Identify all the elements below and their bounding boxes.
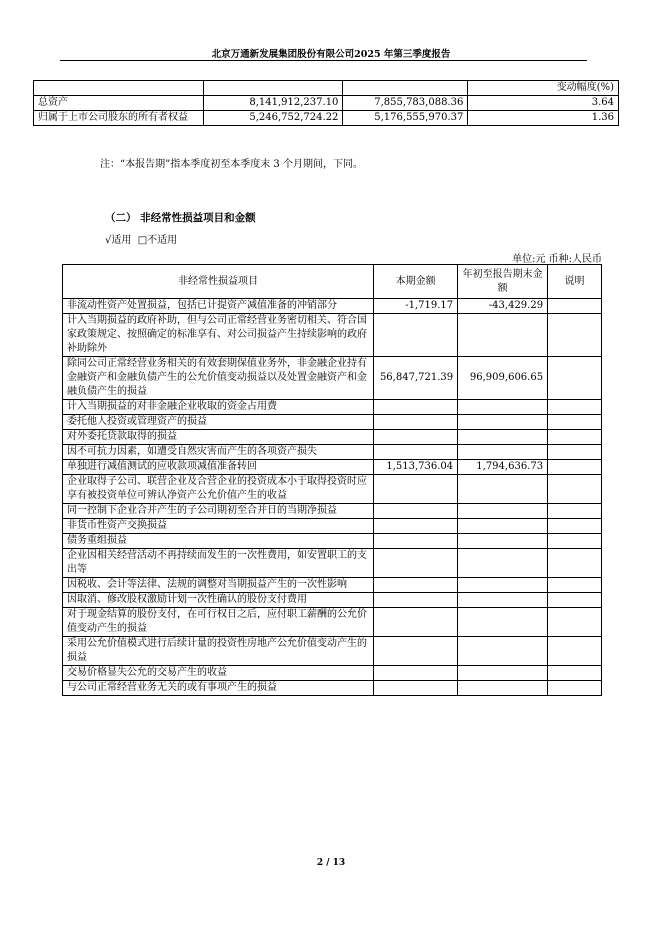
header-divider: [60, 60, 587, 61]
ytd-cell: [458, 475, 548, 504]
current-cell: [374, 445, 458, 460]
current-cell: [374, 314, 458, 357]
table-row: [63, 400, 602, 415]
note-cell: [548, 666, 602, 681]
item-cell: 因取消、修改股权激励计划一次性确认的股份支付费用: [63, 593, 374, 608]
item-cell: 除同公司正常经营业务相关的有效套期保值业务外，非金融企业持有金融资产和金融负债产生的公允价值变动损益以及处置金融资产和金融负债产生的损益: [63, 357, 374, 400]
ytd-cell: [458, 445, 548, 460]
ytd-cell: [458, 519, 548, 534]
table-row: [63, 299, 602, 314]
table-row: [63, 415, 602, 430]
current-cell: [374, 504, 458, 519]
table-row: [63, 608, 602, 637]
ytd-cell: [458, 504, 548, 519]
table-row: [63, 637, 602, 666]
table-row: [34, 81, 619, 96]
item-cell: 非货币性资产交换损益: [63, 519, 374, 534]
table-row: [63, 475, 602, 504]
current-cell: [374, 415, 458, 430]
note-cell: [548, 637, 602, 666]
table-header-row: [63, 265, 602, 299]
applicable-checked: √适用: [105, 235, 132, 246]
ytd-cell: [458, 608, 548, 637]
item-cell: 总资产: [34, 96, 204, 111]
table-row: [63, 549, 602, 578]
item-cell: 对于现金结算的股份支付，在可行权日之后，应付职工薪酬的公允价值变动产生的损益: [63, 608, 374, 637]
ytd-cell: [458, 593, 548, 608]
col-note: 说明: [548, 265, 602, 299]
item-cell: 同一控制下企业合并产生的子公司期初至合并日的当期净损益: [63, 504, 374, 519]
note-cell: [548, 357, 602, 400]
note-cell: [548, 299, 602, 314]
item-cell: 因税收、会计等法律、法规的调整对当期损益产生的一次性影响: [63, 578, 374, 593]
change-cell: 1.36: [468, 111, 619, 126]
col-ytd: 年初至报告期末金额: [458, 265, 548, 299]
col-current: 本期金额: [374, 265, 458, 299]
current-cell: [374, 430, 458, 445]
ytd-cell: [458, 666, 548, 681]
current-cell: [374, 549, 458, 578]
previous-cell: 7,855,783,088.36: [343, 96, 468, 111]
item-cell: 归属于上市公司股东的所有者权益: [34, 111, 204, 126]
change-header: 变动幅度(%): [468, 81, 619, 96]
report-header: 北京万通新发展集团股份有限公司2025 年第三季度报告: [211, 49, 451, 60]
note-cell: [548, 400, 602, 415]
current-cell: 5,246,752,724.22: [203, 111, 343, 126]
item-cell: 债务重组损益: [63, 534, 374, 549]
change-cell: 3.64: [468, 96, 619, 111]
table-row: [63, 504, 602, 519]
note-cell: [548, 534, 602, 549]
note-cell: [548, 415, 602, 430]
table-row: [34, 111, 619, 126]
ytd-cell: -43,429.29: [458, 299, 548, 314]
current-cell: [374, 578, 458, 593]
current-cell: -1,719.17: [374, 299, 458, 314]
current-cell: [374, 637, 458, 666]
table-row: [63, 593, 602, 608]
ytd-cell: 96,909,606.65: [458, 357, 548, 400]
note-cell: [548, 549, 602, 578]
note-cell: [548, 681, 602, 696]
table-row: [63, 666, 602, 681]
note-cell: [548, 608, 602, 637]
footnote: 注：“本报告期”指本季度初至本季度末 3 个月期间，下同。: [100, 159, 363, 170]
item-cell: 计入当期损益的政府补助，但与公司正常经营业务密切相关、符合国家政策规定、按照确定的标准享有、对公司损益产生持续影响的政府补助除外: [63, 314, 374, 357]
current-cell: [374, 608, 458, 637]
item-cell: 企业取得子公司、联营企业及合营企业的投资成本小于取得投资时应享有被投资单位可辨认净资产公允价值产生的收益: [63, 475, 374, 504]
table-row: [63, 681, 602, 696]
note-cell: [548, 430, 602, 445]
ytd-cell: [458, 549, 548, 578]
note-cell: [548, 519, 602, 534]
table-row: [63, 314, 602, 357]
current-cell: [374, 666, 458, 681]
applicability: [105, 231, 177, 246]
table-row: [63, 460, 602, 475]
current-cell: [374, 519, 458, 534]
note-cell: [548, 314, 602, 357]
ytd-cell: [458, 534, 548, 549]
current-cell: [374, 534, 458, 549]
ytd-cell: [458, 415, 548, 430]
ytd-cell: 1,794,636.73: [458, 460, 548, 475]
current-cell: 8,141,912,237.10: [203, 96, 343, 111]
ytd-cell: [458, 681, 548, 696]
item-cell: 企业因相关经营活动不再持续而发生的一次性费用，如安置职工的支出等: [63, 549, 374, 578]
note-cell: [548, 593, 602, 608]
section-title: （二） 非经常性损益项目和金额: [105, 212, 256, 224]
table-row: [63, 578, 602, 593]
current-cell: 1,513,736.04: [374, 460, 458, 475]
item-cell: 交易价格显失公允的交易产生的收益: [63, 666, 374, 681]
current-cell: 56,847,721.39: [374, 357, 458, 400]
table-row: [63, 534, 602, 549]
note-cell: [548, 504, 602, 519]
table-row: [63, 519, 602, 534]
item-cell: 采用公允价值模式进行后续计量的投资性房地产公允价值变动产生的损益: [63, 637, 374, 666]
item-cell: 对外委托贷款取得的损益: [63, 430, 374, 445]
table-row: [63, 430, 602, 445]
item-cell: 委托他人投资或管理资产的损益: [63, 415, 374, 430]
page-number: 2 / 13: [316, 858, 346, 868]
non-recurring-items-table: [62, 264, 602, 696]
current-cell: [374, 475, 458, 504]
table-row: [63, 357, 602, 400]
current-cell: [374, 400, 458, 415]
previous-cell: 5,176,555,970.37: [343, 111, 468, 126]
note-cell: [548, 578, 602, 593]
ytd-cell: [458, 314, 548, 357]
note-cell: [548, 475, 602, 504]
not-applicable-unchecked: □不适用: [137, 235, 178, 246]
ytd-cell: [458, 430, 548, 445]
col-item: 非经常性损益项目: [63, 265, 374, 299]
table-row: [34, 96, 619, 111]
ytd-cell: [458, 578, 548, 593]
table-row: [63, 445, 602, 460]
unit-label: 单位:元 币种:人民币: [512, 254, 602, 265]
item-cell: 计入当期损益的对非金融企业收取的资金占用费: [63, 400, 374, 415]
item-cell: 因不可抗力因素，如遭受自然灾害而产生的各项资产损失: [63, 445, 374, 460]
note-cell: [548, 445, 602, 460]
item-cell: 非流动性资产处置损益，包括已计提资产减值准备的冲销部分: [63, 299, 374, 314]
note-cell: [548, 460, 602, 475]
balance-sheet-table: [33, 80, 619, 126]
current-cell: [374, 593, 458, 608]
current-cell: [374, 681, 458, 696]
ytd-cell: [458, 637, 548, 666]
item-cell: 与公司正常经营业务无关的或有事项产生的损益: [63, 681, 374, 696]
ytd-cell: [458, 400, 548, 415]
item-cell: 单独进行减值测试的应收款项减值准备转回: [63, 460, 374, 475]
